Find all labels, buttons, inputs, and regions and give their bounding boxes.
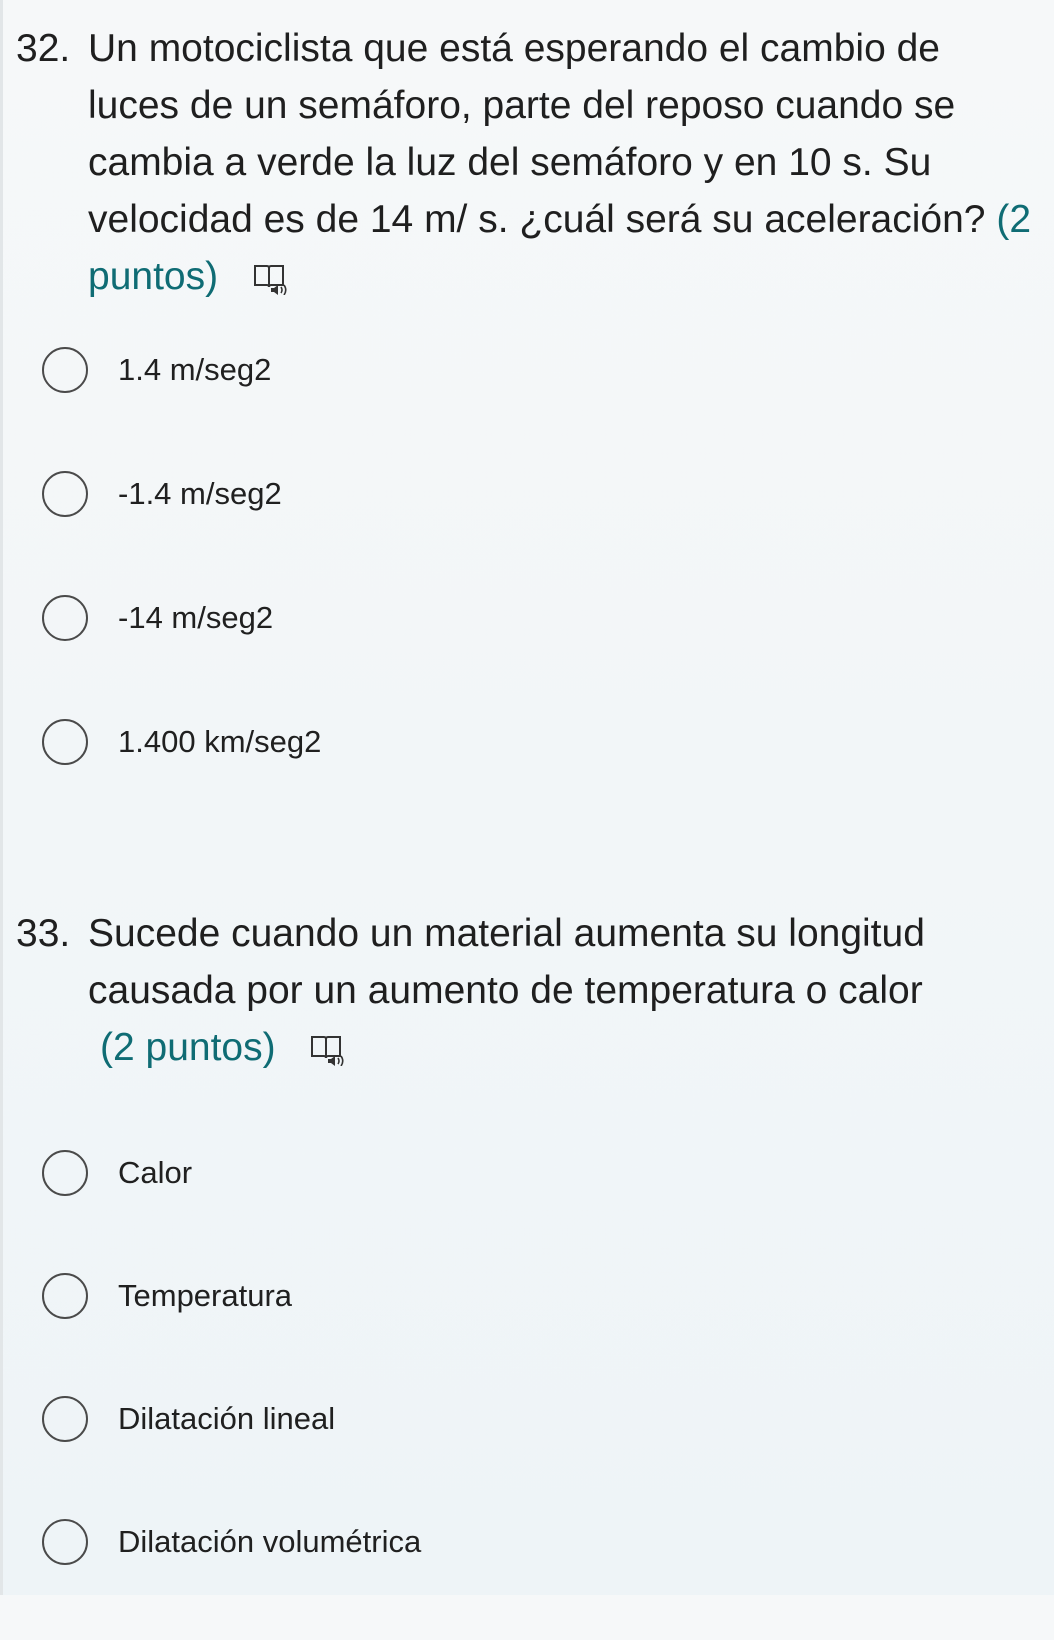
question-points: (2 puntos): [88, 198, 1032, 298]
option-label: 1.4 m/seg2: [118, 352, 272, 387]
question-text-block: [88, 905, 1038, 1076]
option-label: -14 m/seg2: [118, 600, 274, 635]
options-list: [42, 345, 321, 841]
question-text-block: [88, 20, 1038, 305]
option-3[interactable]: [42, 593, 321, 643]
option-4[interactable]: [42, 1517, 421, 1567]
question-header: [0, 905, 1054, 1076]
question-number: 33.: [16, 912, 71, 955]
option-2[interactable]: [42, 1271, 421, 1321]
radio-button[interactable]: [42, 347, 88, 393]
option-label: Dilatación volumétrica: [118, 1524, 422, 1559]
option-1[interactable]: [42, 1148, 421, 1198]
option-label: Calor: [118, 1155, 193, 1190]
option-label: Dilatación lineal: [118, 1401, 336, 1436]
option-label: -1.4 m/seg2: [118, 476, 282, 511]
question-number: 32.: [16, 27, 71, 70]
immersive-reader-icon[interactable]: [310, 1034, 344, 1064]
question-32: [0, 20, 1054, 759]
radio-button[interactable]: [42, 471, 88, 517]
radio-button[interactable]: [42, 595, 88, 641]
option-label: Temperatura: [118, 1278, 293, 1313]
option-3[interactable]: [42, 1394, 421, 1444]
question-text: Sucede cuando un material aumenta su longitud causada por un aumento de temperatura o calor: [88, 912, 925, 1012]
option-1[interactable]: [42, 345, 321, 395]
radio-button[interactable]: [42, 1396, 88, 1442]
question-text: Un motociclista que está esperando el cambio de luces de un semáforo, parte del reposo cuando se cambia a verde la luz del semáforo y en 10 s. Su velocidad es de 14 m/ s. ¿cuál será su aceleración?: [88, 27, 986, 241]
question-points: (2 puntos): [100, 1026, 276, 1069]
option-2[interactable]: [42, 469, 321, 519]
option-4[interactable]: [42, 717, 321, 767]
immersive-reader-icon[interactable]: [253, 263, 287, 293]
radio-button[interactable]: [42, 719, 88, 765]
radio-button[interactable]: [42, 1519, 88, 1565]
radio-button[interactable]: [42, 1150, 88, 1196]
options-list: [42, 1148, 421, 1640]
question-33: [0, 905, 1054, 1559]
radio-button[interactable]: [42, 1273, 88, 1319]
option-label: 1.400 km/seg2: [118, 724, 322, 759]
question-header: [0, 20, 1054, 305]
